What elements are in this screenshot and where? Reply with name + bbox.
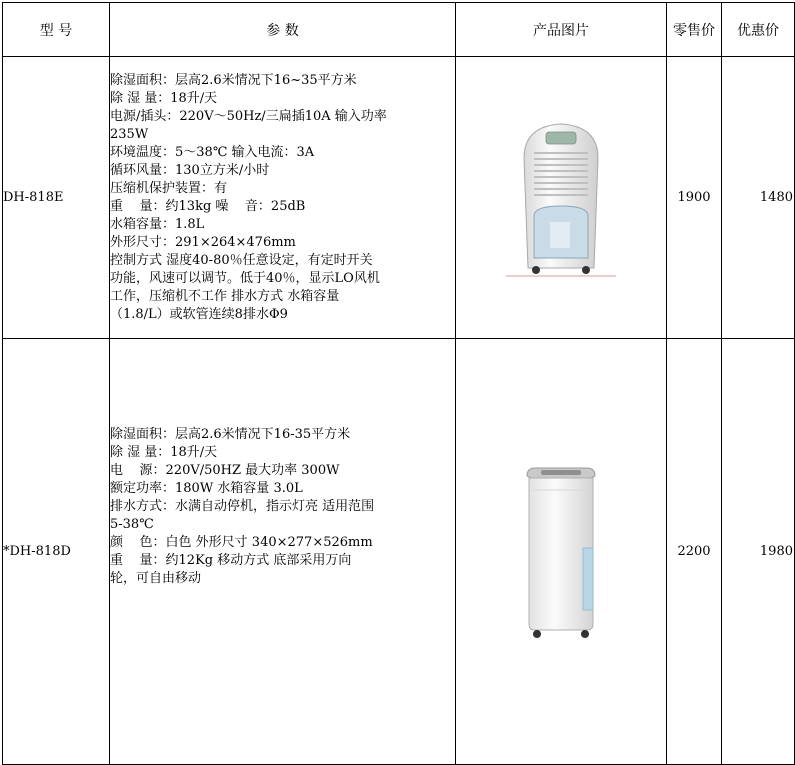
param-line: 水箱容量：1.8L: [110, 216, 205, 232]
discount-price-cell: 1480: [722, 57, 795, 339]
param-line: 轮，可自由移动: [110, 571, 202, 586]
params-cell: [110, 57, 456, 339]
header-image: 产品图片: [456, 3, 667, 57]
header-discount-price: 优惠价: [722, 3, 795, 57]
param-line: 除湿面积：层高2.6米情况下16-35平方米: [110, 427, 351, 442]
param-line: 除 湿 量：18升/天: [110, 445, 218, 460]
model-cell: DH-818E: [3, 57, 110, 339]
param-line: 控制方式 湿度40-80％任意设定，有定时开关: [110, 252, 373, 268]
dehumidifier-818e-photo: [506, 118, 616, 278]
param-line: 重 量：约13kg 噪 音：25dB: [110, 198, 306, 214]
param-line: 循环风量：130立方米/小时: [110, 162, 270, 178]
params-cell: [110, 339, 456, 765]
header-row: [3, 3, 795, 57]
param-line: 重 量：约12Kg 移动方式 底部采用万向: [110, 553, 352, 568]
param-line: 压缩机保护装置：有: [110, 180, 228, 196]
discount-price-cell: 1980: [722, 339, 795, 765]
model-cell: *DH-818D: [3, 339, 110, 765]
param-line: （1.8/L）或软管连续8排水Φ9: [110, 306, 288, 322]
product-image-cell: [456, 57, 667, 339]
retail-price-cell: 2200: [667, 339, 722, 765]
price-table: [2, 2, 795, 765]
retail-price-cell: 1900: [667, 57, 722, 339]
header-params: 参 数: [110, 3, 456, 57]
dehumidifier-818d-photo: [511, 462, 611, 642]
param-line: 外形尺寸：291×264×476mm: [110, 234, 296, 250]
header-retail-price: 零售价: [667, 3, 722, 57]
param-line: 235W: [110, 126, 149, 142]
param-line: 工作，压缩机不工作 排水方式 水箱容量: [110, 288, 340, 304]
param-line: 5-38℃: [110, 517, 154, 532]
table-row: [3, 339, 795, 765]
param-line: 电 源：220V/50HZ 最大功率 300W: [110, 463, 340, 478]
param-line: 环境温度：5～38℃ 输入电流：3A: [110, 144, 315, 160]
param-line: 功能，风速可以调节。低于40％，显示LO风机: [110, 270, 380, 286]
header-model: 型 号: [3, 3, 110, 57]
param-line: 除湿面积：层高2.6米情况下16~35平方米: [110, 72, 357, 88]
param-line: 排水方式：水满自动停机，指示灯亮 适用范围: [110, 499, 375, 514]
table-row: [3, 57, 795, 339]
param-line: 电源/插头：220V～50Hz/三扁插10A 输入功率: [110, 108, 387, 124]
param-line: 颜 色：白色 外形尺寸 340×277×526mm: [110, 535, 373, 550]
param-line: 除 湿 量：18升/天: [110, 90, 218, 106]
product-image-cell: [456, 339, 667, 765]
param-line: 额定功率：180W 水箱容量 3.0L: [110, 481, 303, 496]
